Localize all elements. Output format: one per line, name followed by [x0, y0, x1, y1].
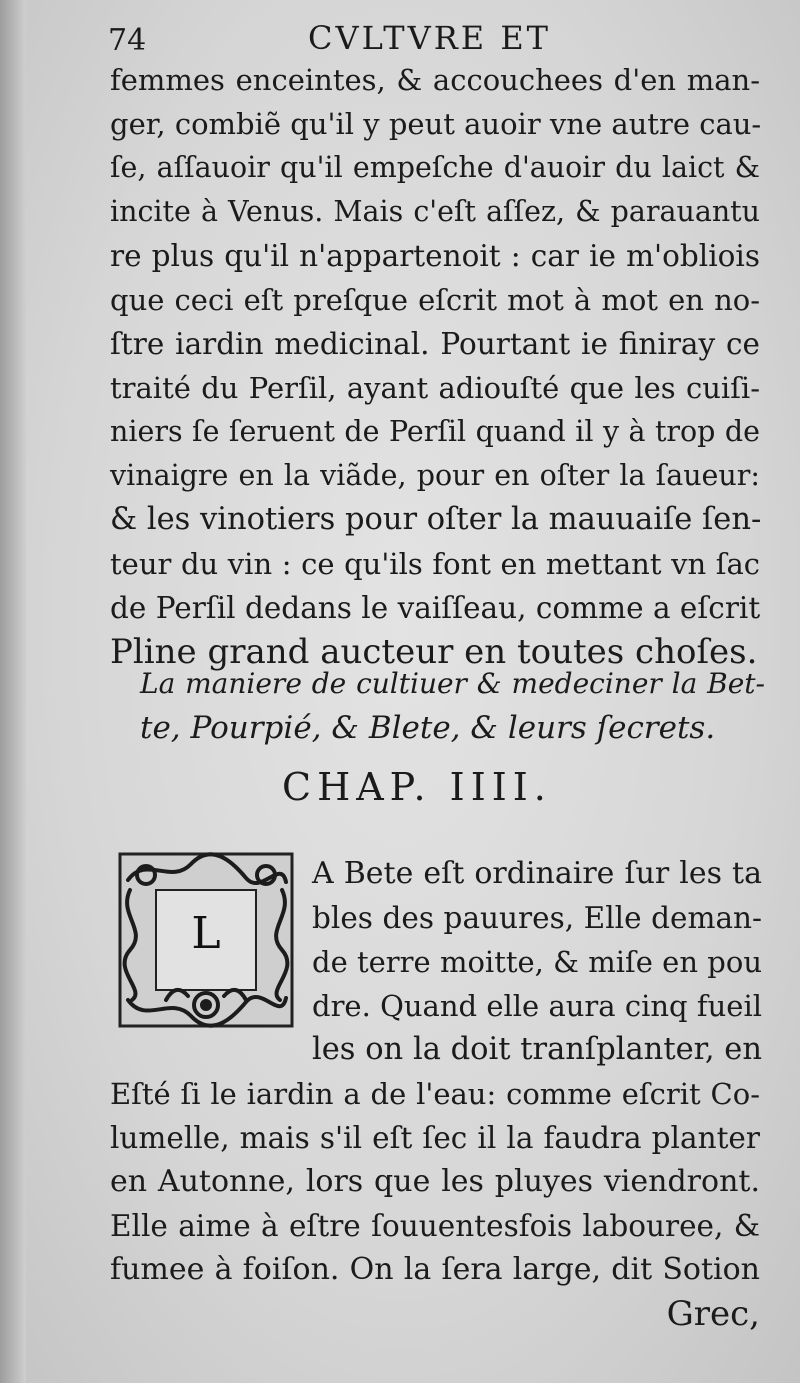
page-number: 74: [108, 23, 147, 58]
body-line: incite à Venus. Mais c'eſt aſſez, & parauantu: [110, 195, 760, 228]
running-head: [0, 12, 800, 62]
running-title: CVLTVRE ET: [308, 19, 552, 57]
body-line: de terre moitte, & miſe en pou: [312, 945, 762, 979]
body-line: Pline grand aucteur en toutes choſes.: [110, 632, 758, 672]
body-line: Elle aime à eſtre ſouuentesfois labouree, &: [110, 1209, 760, 1243]
page-gutter-shadow: [0, 0, 26, 1383]
section-title-line: La maniere de cultiuer & medeciner la Bet-: [140, 667, 765, 700]
catchword: Grec,: [666, 1294, 760, 1334]
body-line: de Perſil dedans le vaiſſeau, comme a eſcrit: [110, 591, 761, 625]
body-line: ſe, aſſauoir qu'il empeſche d'auoir du laict &: [110, 151, 760, 184]
body-line: teur du vin : ce qu'ils font en mettant vn ſac: [110, 547, 760, 581]
body-line: vinaigre en la viãde, pour en oſter la ſaueur:: [110, 459, 760, 492]
body-line: ger, combiẽ qu'il y peut auoir vne autre cau-: [110, 107, 762, 141]
chapter-heading: CHAP. IIII.: [282, 765, 552, 809]
drop-cap-letter: L: [191, 908, 221, 959]
body-line: lumelle, mais s'il eſt ſec il la faudra planter: [110, 1121, 760, 1155]
body-line: A Bete eſt ordinaire ſur les ta: [312, 856, 762, 891]
body-line: Eſté ſi le iardin a de l'eau: comme eſcrit Co-: [110, 1077, 760, 1111]
body-line: que ceci eſt preſque eſcrit mot à mot en no-: [110, 283, 760, 317]
body-line: femmes enceintes, & accouchees d'en man-: [110, 63, 760, 97]
body-line: dre. Quand elle aura cinq fueil: [312, 989, 762, 1023]
body-line: & les vinotiers pour oſter la mauuaiſe ſen-: [110, 502, 762, 537]
body-line: re plus qu'il n'appartenoit : car ie m'obliois: [110, 239, 760, 273]
body-line: traité du Perſil, ayant adiouſté que les cuiſi-: [110, 371, 760, 405]
body-line: en Autonne, lors que les pluyes viendront.: [110, 1164, 760, 1199]
body-line: les on la doit tranſplanter, en: [312, 1032, 762, 1067]
body-line: fumee à foiſon. On la ſera large, dit Sotion: [110, 1252, 760, 1287]
body-line: ſtre iardin medicinal. Pourtant ie finiray ce: [110, 327, 760, 361]
section-title-line: te, Pourpié, & Blete, & leurs ſecrets.: [140, 710, 716, 746]
body-line: niers ſe ſeruent de Perſil quand il y à trop de: [110, 415, 760, 448]
body-line: bles des pauures, Elle deman-: [312, 901, 762, 935]
ornamental-drop-cap: [116, 850, 296, 1030]
